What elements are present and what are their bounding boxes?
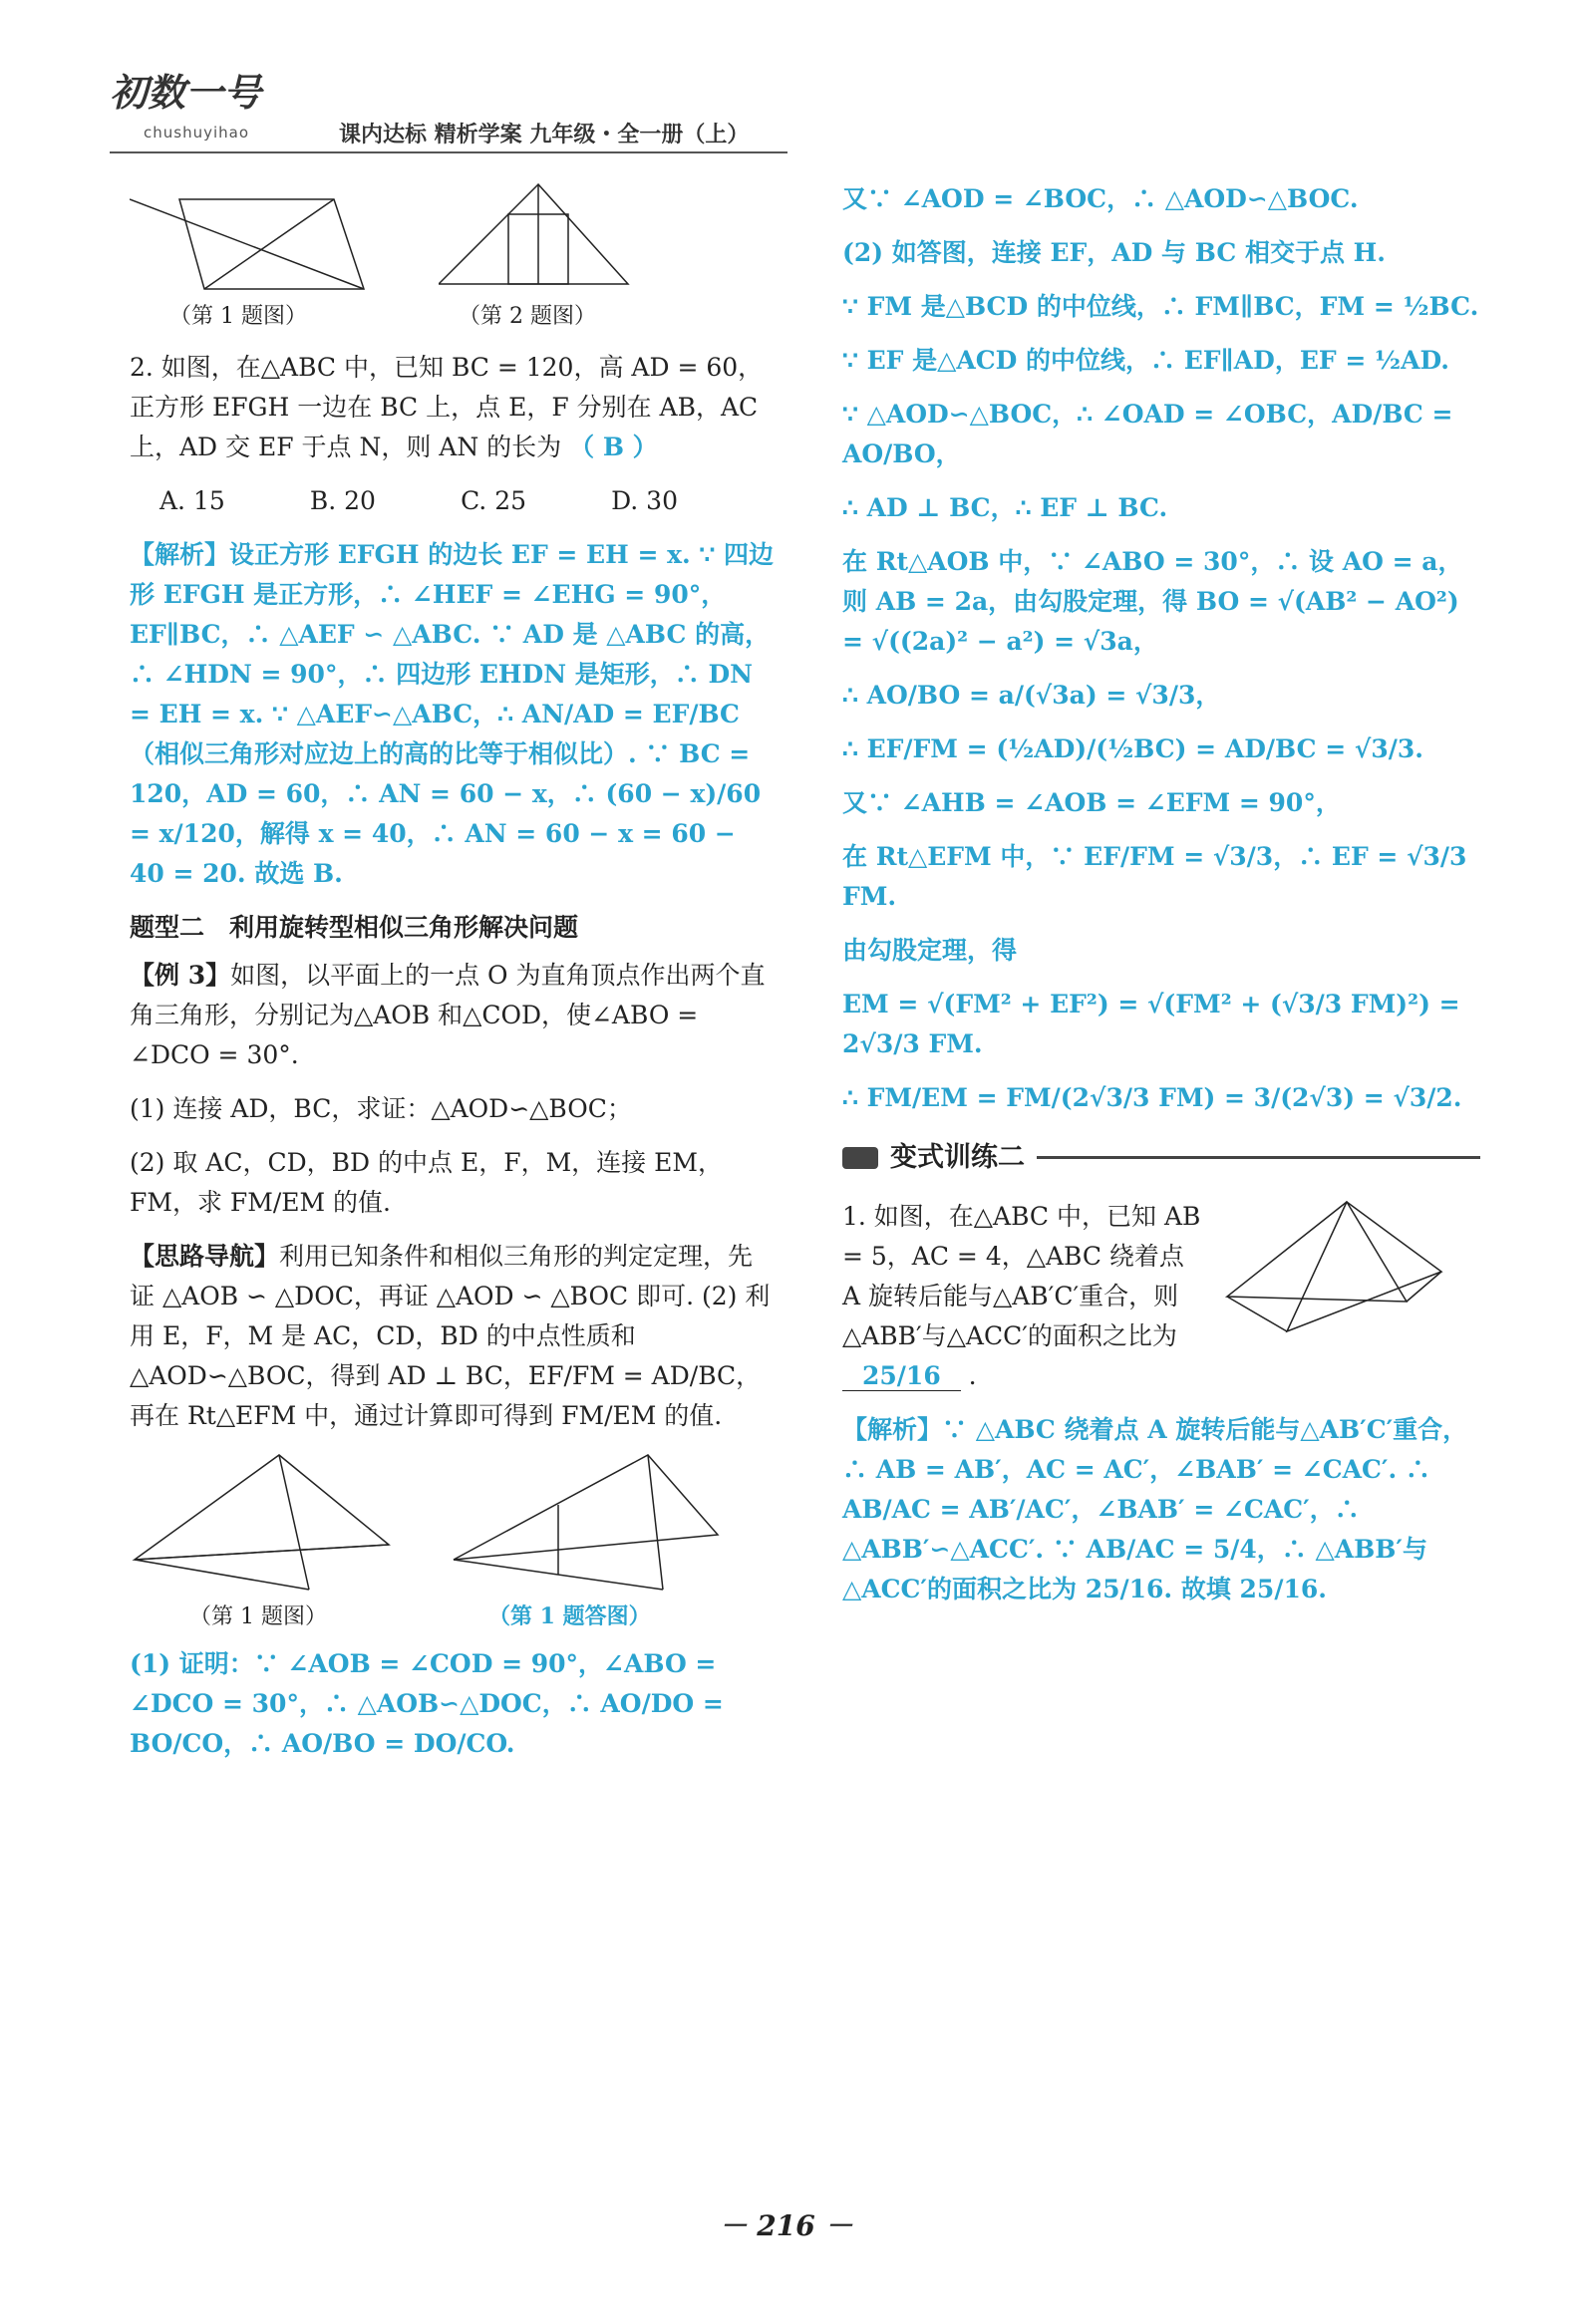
answer-q2: （ B ） bbox=[569, 433, 658, 462]
figures-row-2 bbox=[130, 1450, 778, 1634]
right-column bbox=[842, 179, 1480, 1623]
logo bbox=[110, 62, 262, 142]
answer-variant-q1: 25/16 bbox=[842, 1361, 961, 1391]
solution-line-11: 在 Rt△EFM 中，∵ EF/FM = √3/3，∴ EF = √3/3 FM. bbox=[842, 842, 1467, 911]
solution-line-4: ∵ EF 是△ACD 的中位线，∴ EF∥AD，EF = ½AD. bbox=[842, 346, 1449, 375]
section-bar bbox=[842, 1136, 1480, 1179]
variant-q1: 1. 如图，在△ABC 中，已知 AB = 5，AC = 4，△ABC 绕着点 A 旋转后能与△AB′C′重合，则△ABB′与△ACC′的面积之比为 25/16 . bbox=[842, 1197, 1480, 1410]
logo-pinyin: chushuyihao bbox=[144, 124, 250, 142]
solution-line-8: ∴ AO/BO = a/(√3a) = √3/3， bbox=[842, 681, 1221, 710]
caption-ex3: （第 1 题图） bbox=[189, 1604, 327, 1630]
logo-text: 初数一号 bbox=[110, 71, 262, 115]
solution-line-13: EM = √(FM² + EF²) = √(FM² + (√3/3 FM)²) = 2√3/3 FM. bbox=[842, 990, 1460, 1058]
section-line bbox=[1037, 1156, 1480, 1159]
variant-q1-analysis: 【解析】∵ △ABC 绕着点 A 旋转后能与△AB′C′重合，∴ AB = AB′，AC = AC′，∠BAB′ = ∠CAC′. ∴ AB/AC = AB′/AC′，∠BAB′ = ∠CAC′，∴ △ABB′∽△ACC′. ∵ AB/AC = 5/4，∴ △ABB′与△ACC′的面积之比为 25/16. 故填 25/16. bbox=[842, 1415, 1468, 1604]
page-header bbox=[110, 62, 787, 161]
section-icon bbox=[842, 1147, 878, 1169]
parallelogram-figure bbox=[130, 179, 369, 299]
solution-line-2: (2) 如答图，连接 EF，AD 与 BC 相交于点 H. bbox=[842, 238, 1386, 267]
figure-q2 bbox=[439, 179, 638, 334]
solution-line-7: 在 Rt△AOB 中，∵ ∠ABO = 30°，∴ 设 AO = a，则 AB = 2a，由勾股定理，得 BO = √(AB² − AO²) = √((2a)² − a²) = √3a， bbox=[842, 547, 1463, 656]
solution-line-9: ∴ EF/FM = (½AD)/(½BC) = AD/BC = √3/3. bbox=[842, 734, 1423, 763]
figure-q1 bbox=[130, 179, 369, 334]
figure-ex3-answer bbox=[449, 1450, 728, 1634]
solution-line-10: 又∵ ∠AHB = ∠AOB = ∠EFM = 90°， bbox=[842, 788, 1341, 817]
solution-line-6: ∴ AD ⊥ BC，∴ EF ⊥ BC. bbox=[842, 493, 1168, 522]
options bbox=[159, 481, 678, 521]
left-column bbox=[130, 179, 778, 1778]
guide: 【思路导航】利用已知条件和相似三角形的判定定理，先证 △AOB ∽ △DOC，再证 △AOD ∽ △BOC 即可. (2) 利用 E，F，M 是 AC，CD，BD 的中点性质和△AOD∽△BOC，得到 AD ⊥ BC，EF/FM = AD/BC，再在 Rt△EFM 中，通过计算即可得到 FM/EM 的值. bbox=[130, 1242, 771, 1431]
solution-line-5: ∵ △AOD∽△BOC，∴ ∠OAD = ∠OBC，AD/BC = AO/BO， bbox=[842, 400, 1453, 468]
solution-line-1: 又∵ ∠AOD = ∠BOC，∴ △AOD∽△BOC. bbox=[842, 184, 1359, 213]
example-3: 【例 3】如图，以平面上的一点 O 为直角顶点作出两个直角三角形，分别记为△AOB 和△COD，使∠ABO = ∠DCO = 30°. bbox=[130, 961, 766, 1070]
option-d: D. 30 bbox=[611, 486, 678, 516]
section-title: 变式训练二 bbox=[890, 1142, 1025, 1173]
caption-q1: （第 1 题图） bbox=[169, 304, 307, 329]
proof-part-1: (1) 证明：∵ ∠AOB = ∠COD = 90°，∠ABO = ∠DCO = 30°，∴ △AOB∽△DOC，∴ AO/DO = BO/CO，∴ AO/BO = DO/CO. bbox=[130, 1649, 724, 1759]
type-2-title: 题型二 利用旋转型相似三角形解决问题 bbox=[130, 913, 579, 943]
solution-line-12: 由勾股定理，得 bbox=[842, 936, 1018, 965]
rotated-triangle-figure bbox=[1217, 1197, 1456, 1336]
figures-row-1 bbox=[130, 179, 778, 334]
option-c: C. 25 bbox=[461, 486, 527, 516]
figure-ex3 bbox=[130, 1450, 409, 1634]
page-number: － 216 － bbox=[719, 2209, 853, 2242]
caption-ex3-answer: （第 1 题答图） bbox=[488, 1603, 651, 1630]
header-subtitle: 课内达标 精析学案 九年级・全一册（上） bbox=[339, 123, 750, 147]
option-a: A. 15 bbox=[159, 486, 225, 516]
caption-q2: （第 2 题图） bbox=[459, 304, 596, 329]
rotation-answer-figure bbox=[449, 1450, 728, 1599]
solution-line-14: ∴ FM/EM = FM/(2√3/3 FM) = 3/(2√3) = √3/2. bbox=[842, 1083, 1462, 1112]
header-rule bbox=[110, 151, 787, 153]
option-b: B. 20 bbox=[309, 486, 376, 516]
rotation-figure bbox=[130, 1450, 409, 1599]
example-3-part-2: (2) 取 AC，CD，BD 的中点 E，F，M，连接 EM，FM，求 FM/EM 的值. bbox=[130, 1148, 723, 1218]
analysis-q2: 【解析】设正方形 EFGH 的边长 EF = EH = x. ∵ 四边形 EFGH 是正方形，∴ ∠HEF = ∠EHG = 90°，EF∥BC，∴ △AEF ∽ △ABC. ∵ AD 是 △ABC 的高，∴ ∠HDN = 90°，∴ 四边形 EHDN 是矩形，∴ DN = EH = x. ∵ △AEF∽△ABC，∴ AN/AD = EF/BC（相似三角形对应边上的高的比等于相似比）. ∵ BC = 120，AD = 60，∴ AN = 60 − x，∴ (60 − x)/60 = x/120，解得 x = 40，∴ AN = 60 − x = 60 − 40 = 20. 故选 B. bbox=[130, 540, 775, 889]
square-in-triangle-figure bbox=[439, 179, 638, 299]
example-3-part-1: (1) 连接 AD，BC，求证：△AOD∽△BOC； bbox=[130, 1094, 632, 1124]
solution-line-3: ∵ FM 是△BCD 的中位线，∴ FM∥BC，FM = ½BC. bbox=[842, 292, 1479, 321]
question-2: 2. 如图，在△ABC 中，已知 BC = 120，高 AD = 60，正方形 EFGH 一边在 BC 上，点 E，F 分别在 AB，AC 上，AD 交 EF 于点 N，则 AN 的长为 （ B ） bbox=[130, 353, 764, 462]
